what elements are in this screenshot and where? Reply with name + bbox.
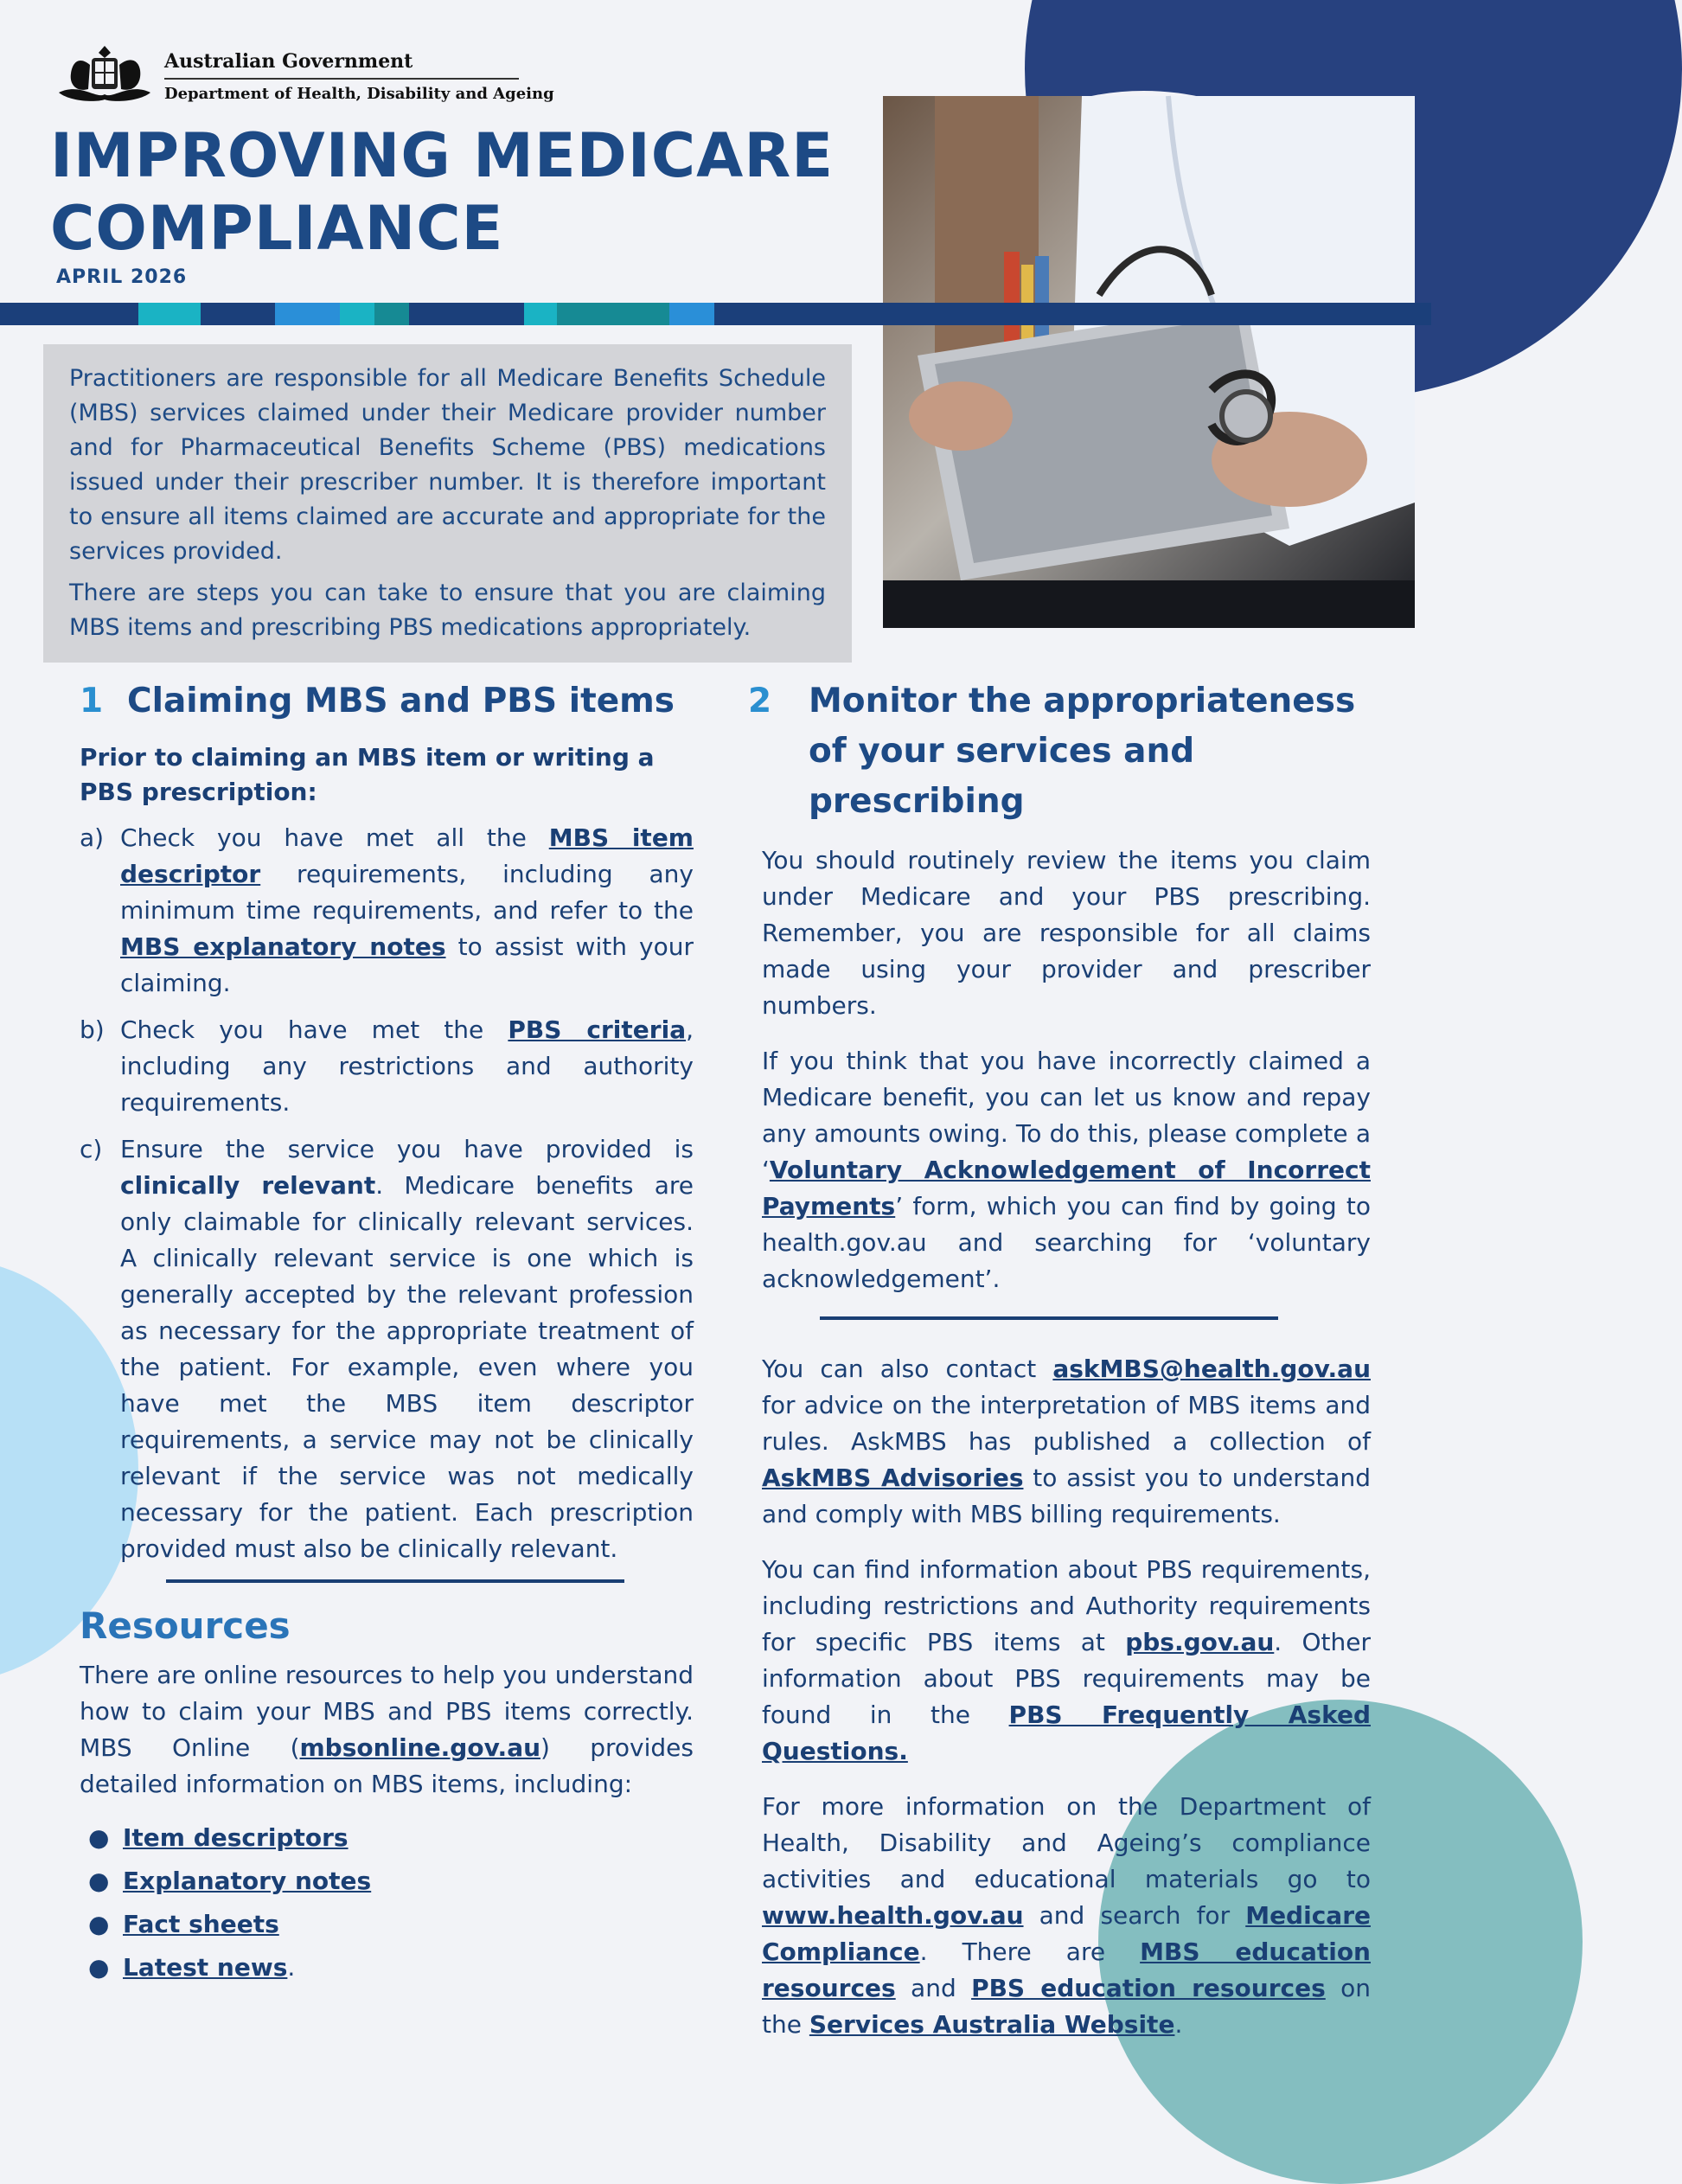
mbs-education-resources-link[interactable]: MBS education resources [762,1937,1371,2002]
medicare-compliance-link[interactable]: Medicare Compliance [762,1901,1371,1966]
text-run: There are online resources to help you understand how to claim your MBS and PBS items correctly. MBS Online ( [80,1661,694,1762]
askmbs-email-link[interactable]: askMBS@health.gov.au [1052,1355,1371,1383]
pbs-website-link[interactable]: pbs.gov.au [1125,1628,1275,1656]
section-title: Monitor the appropriateness of your services and prescribing [809,682,1356,821]
intro-box [43,344,852,663]
text-run: , including any restrictions and authority requirements. [120,1015,694,1117]
section-title: Claiming MBS and PBS items [127,682,675,721]
text-run: For more information on the Department of Health, Disability and Ageing’s compliance activities and educational materials go to [762,1792,1371,1893]
intro-paragraph-1: Practitioners are responsible for all Medicare Benefits Schedule (MBS) services claimed under their Medicare provider number and for Pharmaceutical Benefits Scheme (PBS) medications issued under their prescriber number. It is therefore important to ensure all items claimed are accurate and appropriate for the services provided. [69,365,826,565]
text-run: . Other information about PBS requirements may be found in the [762,1628,1372,1729]
pbs-education-resources-link[interactable]: PBS education resources [971,1974,1326,2002]
text-run: Check you have met the [120,1015,508,1044]
stripe-segment [524,303,557,325]
text-run: Ensure the service you have provided is [120,1135,694,1163]
section-2-paragraph-4 [762,1552,1371,1770]
text-run: You can also contact [762,1355,1053,1383]
text-run: ’ form, which you can find by going to health.gov.au and searching for ‘voluntary acknowledgement’. [762,1192,1371,1293]
divider [166,1579,624,1583]
stripe-segment [138,303,201,325]
list-item [80,1946,694,1989]
latest-news-link[interactable]: Latest news [123,1953,288,1982]
right-column [744,676,1371,2062]
text-run: ) provides detailed information on MBS items, including: [80,1733,694,1798]
doctor-photo [878,91,1410,623]
section-1-heading [80,676,694,727]
section-2-paragraph-1: You should routinely review the items you claim under Medicare and your PBS prescribing. Remember, you are responsible for all claims made using your provider and prescriber numbers. [762,846,1371,1020]
list-marker: a) [80,823,105,852]
bullet-icon: ● [88,1953,110,1982]
list-item [80,1903,694,1946]
publication-date: APRIL 2026 [56,266,188,288]
list-item [80,1860,694,1903]
text-run: If you think that you have incorrectly claimed a Medicare benefit, you can let us know and repay any amounts owing. To do this, please complete a ‘ [762,1047,1371,1184]
title-line-1: IMPROVING MEDICARE [50,120,835,191]
item-descriptors-link[interactable]: Item descriptors [123,1823,349,1852]
divider [820,1316,1278,1320]
health-website-link[interactable]: www.health.gov.au [762,1901,1024,1930]
bullet-icon: ● [88,1910,110,1938]
text-run: . [1174,2010,1183,2039]
stripe-segment [669,303,714,325]
text-run: You can find information about PBS requirements, including restrictions and Authority requirements for specific PBS items at [762,1555,1371,1656]
government-logo [54,39,554,113]
list-item-a [80,820,694,1002]
resources-list [80,1816,694,1989]
list-marker: c) [80,1135,103,1163]
list-text [120,1131,694,1567]
bullet-icon: ● [88,1867,110,1895]
bullet-icon: ● [88,1823,110,1852]
list-item [80,1816,694,1860]
doctor-tablet-illustration [883,96,1415,628]
services-australia-link[interactable]: Services Australia Website [809,2010,1175,2039]
pbs-criteria-link[interactable]: PBS criteria [508,1015,687,1044]
text-run: . [287,1953,296,1982]
list-item-b [80,1012,694,1121]
voluntary-acknowledgement-link[interactable]: Voluntary Acknowledgement of Incorrect Payments [762,1156,1371,1220]
resources-paragraph [80,1657,694,1803]
department-name: Department of Health, Disability and Ageing [164,84,554,103]
section-2-paragraph-5 [762,1789,1371,2043]
mbsonline-link[interactable]: mbsonline.gov.au [299,1733,541,1762]
section-2-paragraph-2 [762,1043,1371,1297]
text-run: on the [762,1974,1371,2039]
list-text [120,1012,694,1121]
title-line-2: COMPLIANCE [50,193,504,264]
list-item-c [80,1131,694,1567]
stripe-segment [374,303,409,325]
text-run: to assist you to understand and comply with MBS billing requirements. [762,1463,1371,1528]
stripe-segment [340,303,374,325]
text-run: . Medicare benefits are only claimable for clinically relevant services. A clinically relevant service is one which is generally accepted by the relevant profession as necessary for the appropriate treatment of the patient. For example, even where you have met the MBS item descriptor requirements, a service may not be clinically relevant if the service was not medically necessary for the patient. Each prescription provided must also be clinically relevant. [120,1171,694,1563]
text-run: and search for [1023,1901,1246,1930]
askmbs-advisories-link[interactable]: AskMBS Advisories [762,1463,1024,1492]
header-stripe [0,303,1431,325]
left-column [80,676,694,1989]
mbs-item-descriptor-link[interactable]: MBS item descriptor [120,823,694,888]
pbs-faq-link[interactable]: PBS Frequently Asked Questions. [762,1700,1371,1765]
page-title [50,119,834,265]
text-run: . There are [919,1937,1141,1966]
list-marker: b) [80,1015,105,1044]
text-run: for advice on the interpretation of MBS items and rules. AskMBS has published a collection of [762,1391,1371,1456]
mbs-explanatory-notes-link[interactable]: MBS explanatory notes [120,932,446,961]
gov-name: Australian Government [164,50,519,80]
text-run: requirements, including any minimum time requirements, and refer to the [120,860,694,925]
fact-sheets-link[interactable]: Fact sheets [123,1910,279,1938]
stripe-segment [275,303,340,325]
explanatory-notes-link[interactable]: Explanatory notes [123,1867,372,1895]
section-2-heading [744,676,1371,827]
section-2-paragraph-3 [762,1351,1371,1533]
text-run: Check you have met all the [120,823,549,852]
list-text [120,820,694,1002]
stripe-segment [557,303,669,325]
text-run: and [895,1974,972,2002]
bold-text: clinically relevant [120,1171,376,1200]
intro-paragraph-2: There are steps you can take to ensure that you are claiming MBS items and prescribing PBS medications appropriately. [69,580,826,641]
resources-heading: Resources [80,1604,291,1647]
coat-of-arms-icon [54,39,156,113]
section-1-lead: Prior to claiming an MBS item or writing a PBS prescription: [80,743,655,806]
text-run: to assist with your claiming. [120,932,694,997]
section-number: 1 [80,682,104,721]
section-number: 2 [748,682,772,721]
